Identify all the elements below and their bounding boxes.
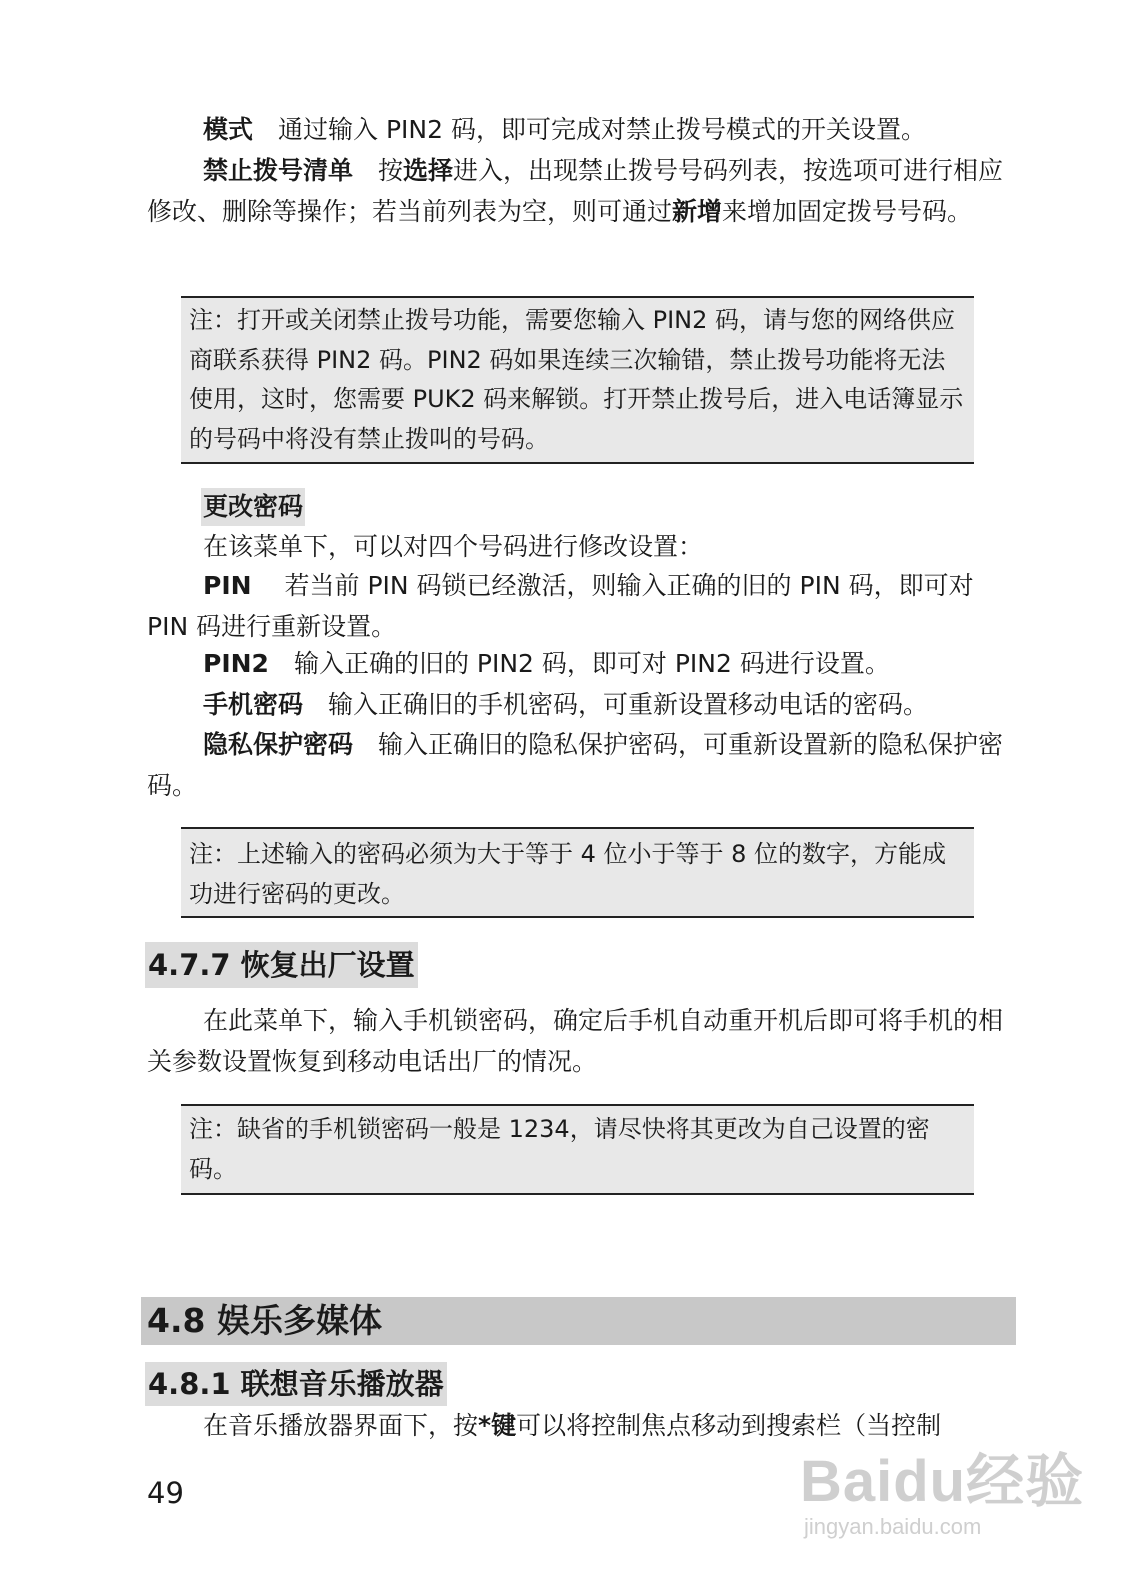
paragraph-mode — [147, 109, 1009, 150]
watermark — [800, 1450, 1084, 1540]
music-text-1: 在音乐播放器界面下，按 — [203, 1411, 479, 1440]
term-pin2: PIN2 — [203, 649, 269, 678]
mode-description: 通过输入 PIN2 码，即可完成对禁止拨号模式的开关设置。 — [253, 115, 926, 144]
term-pin: PIN — [203, 571, 252, 600]
paragraph-music-player — [147, 1405, 1009, 1446]
heading-4-8: 4.8 娱乐多媒体 — [141, 1297, 1016, 1345]
pin2-description: 输入正确的旧的 PIN2 码，即可对 PIN2 码进行设置。 — [268, 649, 890, 678]
note-password-rule — [181, 827, 974, 918]
note-fdn-text: 注：打开或关闭禁止拨号功能，需要您输入 PIN2 码，请与您的网络供应商联系获得 PIN2 码。PIN2 码如果连续三次输错，禁止拨号功能将无法使用，这时，您需要 PUK2 码来解锁。打开禁止拨号后，进入电话簿显示的号码中将没有禁止拨叫的号码。 — [189, 306, 964, 453]
paragraph-phone-password — [147, 684, 1009, 725]
term-mode: 模式 — [203, 115, 254, 144]
watermark-brand: Baidu经验 — [800, 1449, 1085, 1514]
privacy-password-description: 输入正确旧的隐私保护密码，可重新设置新的隐私保护密码。 — [147, 730, 1004, 800]
note-password-rule-text: 注：上述输入的密码必须为大于等于 4 位小于等于 8 位的数字，方能成功进行密码的更改。 — [189, 840, 947, 908]
fdn-text-1: 按 — [353, 156, 404, 185]
term-phone-password: 手机密码 — [203, 690, 304, 719]
paragraph-fdn-list — [147, 150, 1009, 232]
pin-description: 若当前 PIN 码锁已经激活，则输入正确的旧的 PIN 码，即可对 PIN 码进行重新设置。 — [147, 571, 974, 641]
paragraph-factory-reset: 在此菜单下，输入手机锁密码，确定后手机自动重开机后即可将手机的相关参数设置恢复到移动电话出厂的情况。 — [147, 1006, 1004, 1076]
fdn-text-3: 来增加固定拨号号码。 — [722, 197, 973, 226]
paragraph-change-password-intro: 在该菜单下，可以对四个号码进行修改设置： — [203, 532, 704, 561]
term-fdn-list: 禁止拨号清单 — [203, 156, 354, 185]
heading-4-7-7: 4.7.7 恢复出厂设置 — [145, 942, 418, 988]
heading-4-8-1: 4.8.1 联想音乐播放器 — [145, 1362, 447, 1406]
music-text-2: 可以将控制焦点移动到搜索栏（当控制 — [516, 1411, 942, 1440]
note-fdn — [181, 296, 974, 464]
note-default-password-text: 注：缺省的手机锁密码一般是 1234，请尽快将其更改为自己设置的密码。 — [189, 1115, 930, 1183]
fdn-text-2: 进入，出现禁止拨号号码列表，按选项可进行相应修改、删除等操作；若当前列表为空，则可通过 — [147, 156, 1004, 226]
subheading-change-password: 更改密码 — [201, 488, 305, 526]
add-keyword: 新增 — [672, 197, 723, 226]
term-privacy-password: 隐私保护密码 — [203, 730, 354, 759]
paragraph-pin2 — [147, 643, 1009, 684]
select-keyword: 选择 — [403, 156, 454, 185]
note-default-password — [181, 1104, 974, 1195]
page-number: 49 — [147, 1476, 184, 1510]
paragraph-privacy-password — [147, 724, 1009, 806]
phone-password-description: 输入正确旧的手机密码，可重新设置移动电话的密码。 — [303, 690, 929, 719]
star-key: *键 — [478, 1411, 517, 1440]
watermark-url: jingyan.baidu.com — [804, 1514, 982, 1539]
paragraph-pin — [147, 565, 1009, 647]
